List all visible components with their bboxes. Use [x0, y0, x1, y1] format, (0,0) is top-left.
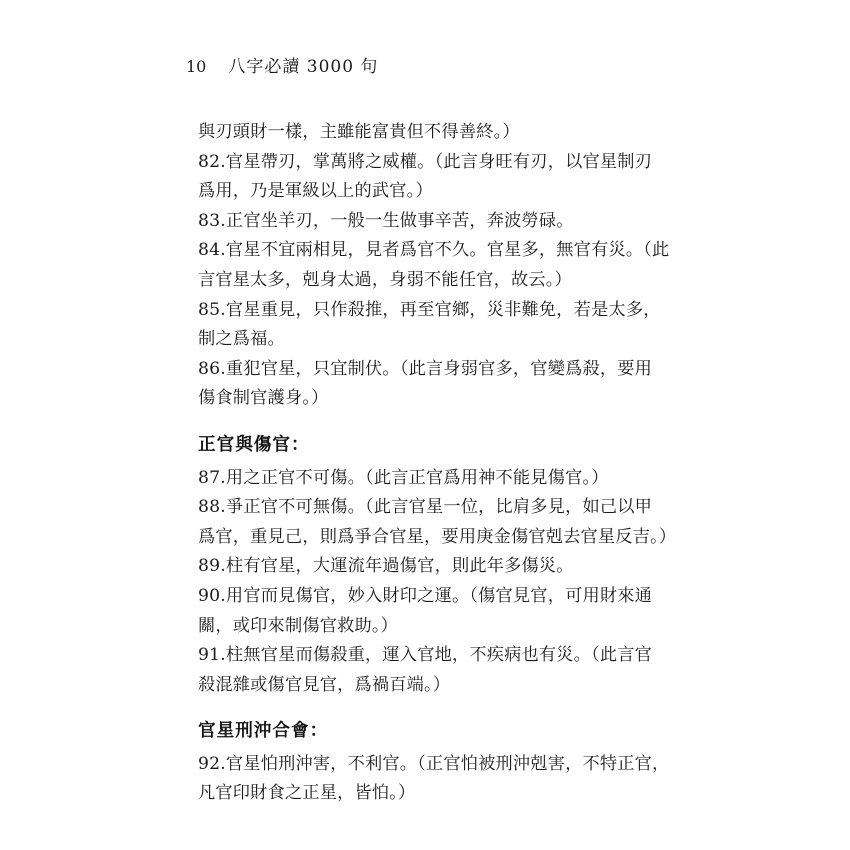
- page-body: [198, 118, 677, 809]
- section-heading: 官星刑沖合會：: [198, 720, 329, 742]
- text-line: 82.官星帶刃，掌萬將之威權。（此言身旺有刃，以官星制刃: [198, 151, 653, 172]
- text-line: 88.爭正官不可無傷。（此言官星一位，比肩多見，如己以甲: [198, 497, 653, 518]
- text-line: 89.柱有官星，大運流年過傷官，則此年多傷災。: [198, 556, 574, 577]
- text-line: 言官星太多，剋身太過，身弱不能任官，故云。）: [198, 269, 572, 290]
- text-line: 85.官星重見，只作殺推，再至官鄉，災非難免，若是太多，: [198, 299, 661, 320]
- text-line: 制之爲福。: [198, 329, 285, 350]
- text-line: 87.用之正官不可傷。（此言正官爲用神不能見傷官。）: [198, 467, 609, 488]
- text-line: 與刃頭財一樣，主雖能富貴但不得善終。）: [198, 122, 520, 142]
- block-spacer: [198, 700, 664, 716]
- section-heading: 正官與傷官：: [198, 433, 310, 455]
- book-title: 八字必讀 3000 句: [228, 57, 379, 77]
- text-block: [198, 464, 677, 701]
- text-line: 84.官星不宜兩相見，見者爲官不久。官星多，無官有災。（此: [198, 240, 670, 261]
- text-line: 83.正官坐羊刃，一般一生做事辛苦，奔波勞碌。: [198, 210, 574, 231]
- text-line: 爲官，重見己，則爲爭合官星，要用庚金傷官剋去官星反吉。）: [198, 526, 677, 547]
- text-line: 殺混雜或傷官見官，爲禍百端。）: [198, 674, 451, 695]
- text-line: 92.官星怕刑沖害，不利官。（正官怕被刑沖剋害，不特正官，: [198, 753, 670, 774]
- text-line: 爲用，乃是軍級以上的武官。）: [198, 181, 433, 202]
- text-line: 關，或印來制傷官救助。）: [198, 615, 399, 636]
- text-line: 86.重犯官星，只宜制伏。（此言身弱官多，官變爲殺，要用: [198, 358, 653, 379]
- text-block: [198, 750, 670, 809]
- page-header: [186, 52, 378, 77]
- text-block: [198, 118, 670, 414]
- text-line: 傷食制官護身。）: [198, 388, 329, 409]
- text-line: 凡官印財食之正星，皆怕。）: [198, 783, 416, 804]
- text-line: 90.用官而見傷官，妙入財印之運。（傷官見官，可用財來通: [198, 585, 653, 606]
- text-line: 91.柱無官星而傷殺重，運入官地，不疾病也有災。（此言官: [198, 645, 653, 666]
- block-spacer: [198, 414, 664, 430]
- page-number: 10: [186, 57, 207, 76]
